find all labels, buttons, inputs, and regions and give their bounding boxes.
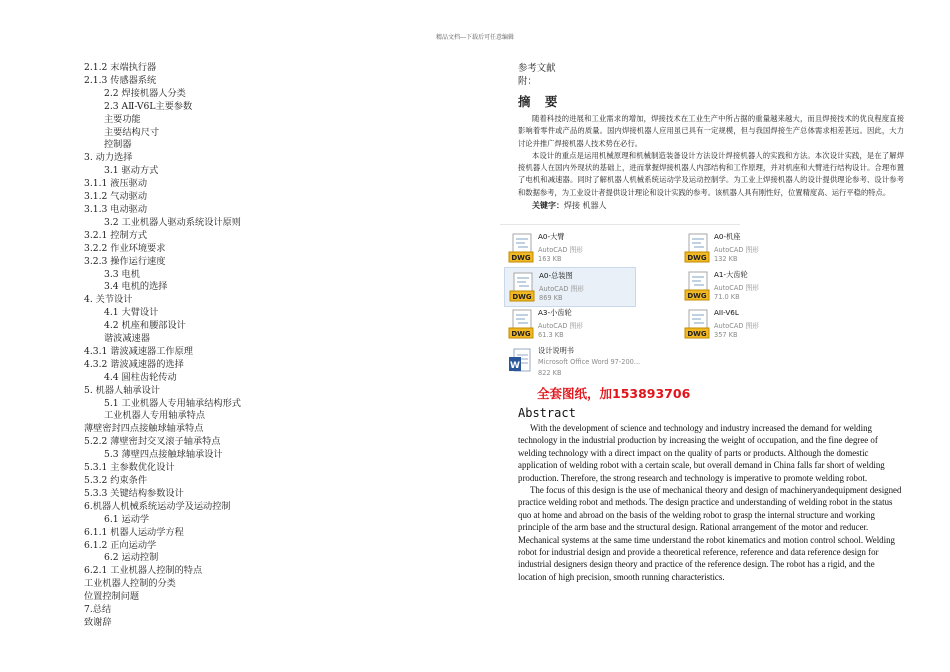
toc-entry: 4. 关节设计	[84, 294, 133, 306]
file-type: AutoCAD 图形	[714, 322, 759, 330]
toc-entry: 6.2 运动控制	[104, 552, 159, 564]
toc-entry: 2.2 焊接机器人分类	[104, 87, 186, 99]
svg-text:DWG: DWG	[687, 292, 707, 300]
chinese-abstract-paragraph-1: 随着科技的进展和工业需求的增加，焊接技术在工业生产中所占据的重量越来越大，而且焊接技术的优良程度直接影响着零件或产品的质量。国内焊接机器人应用虽已具有一定规模，但与我国焊接生产总体需求相差甚远。因此，大力讨论并推广焊接机器人技术势在必行。	[518, 114, 904, 148]
file-size: 71.0 KB	[714, 293, 740, 301]
toc-entry: 3.3 电机	[104, 268, 140, 280]
file-size: 357 KB	[714, 331, 738, 339]
toc-entry: 薄壁密封四点接触球轴承特点	[84, 423, 204, 435]
file-type: AutoCAD 图形	[538, 322, 583, 330]
file-item[interactable]	[504, 267, 636, 307]
file-name: A3-小齿轮	[538, 308, 572, 317]
toc-entry: 致谢辞	[84, 616, 112, 628]
autocad-dwg-icon	[684, 233, 710, 263]
toc-entry: 3.2.1 控制方式	[84, 229, 148, 241]
file-name: A1-大齿轮	[714, 270, 748, 279]
svg-text:DWG: DWG	[687, 330, 707, 338]
chinese-abstract-paragraph-2: 本设计的重点是运用机械原理和机械制造装备设计方法设计焊接机器人的实践和方法。本次设计实践，是在了解焊接机器人在国内外现状的基础上，进而掌握焊接机器人内部结构和工作原理，并对机座和大臂进行结构设计。合理布置了电机和减速器。同时了解机器人机械系统运动学及运动控制学。为工业上焊接机器人的设计提供理论参考、设计参考和数据参考，为工业设计者提供设计理论和设计实践的参考。该机器人具有刚性好，位置精度高、运行平稳的特点。	[518, 150, 904, 197]
abstract-body	[518, 422, 904, 583]
file-name: A0-机座	[714, 232, 741, 241]
toc-entry: 5.3.1 主参数优化设计	[84, 462, 175, 474]
toc-entry: 控制器	[104, 139, 132, 151]
file-name: A0-总装图	[539, 271, 573, 280]
toc-entry: 6.1 运动学	[104, 513, 150, 525]
page-header: 精品文档---下载后可任意编辑	[435, 34, 515, 41]
references-line: 参考文献	[518, 63, 556, 74]
autocad-dwg-icon	[508, 233, 534, 263]
file-name: 设计说明书	[538, 346, 574, 355]
toc-entry: 谐波减速器	[104, 333, 150, 345]
toc-entry: 5.2.2 薄壁密封交叉滚子轴承特点	[84, 436, 221, 448]
toc-entry: 3.1.1 液压驱动	[84, 178, 148, 190]
file-size: 869 KB	[539, 294, 563, 302]
file-item[interactable]	[680, 267, 810, 305]
toc-entry: 5.1 工业机器人专用轴承结构形式	[104, 397, 241, 409]
file-type: AutoCAD 图形	[714, 284, 759, 292]
word-document-icon	[508, 347, 534, 377]
file-type: Microsoft Office Word 97-200...	[538, 358, 641, 366]
abstract-paragraph-2: The focus of this design is the use of mechanical theory and design of machineryandequipment designed practice welding robot and methods. The design practice and understanding of welding robot in the status quo at home and abroad on the basis of the welding robot to grasp the internal structure and working principle of the arm base and the structural design. Rational arrangement of the motor and reducer. Mechanical systems at the same time understand the robot kinematics and motion control school. Welding robot for industrial design and provide a theoretical reference, reference and data reference design for industrial designers design theory and practice of the reference design. The robot has a rigid, and the location of high precision, smooth running characteristics.	[518, 485, 902, 582]
svg-text:DWG: DWG	[687, 254, 707, 262]
toc-entry: 3.1 驱动方式	[104, 165, 159, 177]
file-size: 132 KB	[714, 255, 738, 263]
svg-text:DWG: DWG	[511, 254, 531, 262]
toc-entry: 工业机器人专用轴承特点	[104, 410, 206, 422]
file-item[interactable]	[504, 229, 634, 267]
toc-entry: 5.3 薄壁四点接触球轴承设计	[104, 449, 223, 461]
toc-entry: 4.4 圆柱齿轮传动	[104, 371, 177, 383]
file-item[interactable]	[680, 305, 810, 343]
toc-entry: 3.2.2 作业环境要求	[84, 242, 166, 254]
appendix-line: 附：	[518, 76, 537, 87]
keywords-line	[532, 200, 904, 211]
abstract-title: Abstract	[518, 406, 576, 420]
toc-entry: 4.1 大臂设计	[104, 307, 159, 319]
file-size: 61.3 KB	[538, 331, 564, 339]
svg-text:DWG: DWG	[512, 293, 532, 301]
toc-entry: 5. 机器人轴承设计	[84, 384, 160, 396]
keywords-value: 焊接 机器人	[564, 201, 607, 211]
autocad-dwg-icon	[509, 272, 535, 302]
toc-entry: 3.1.2 气动驱动	[84, 191, 148, 203]
toc-entry: 3.4 电机的选择	[104, 281, 168, 293]
toc-entry: 6.2.1 工业机器人控制的特点	[84, 565, 203, 577]
toc-entry: 6.1.1 机器人运动学方程	[84, 526, 184, 538]
toc-entry: 4.3.1 谐波减速器工作原理	[84, 345, 193, 357]
file-type: AutoCAD 图形	[538, 246, 583, 254]
toc-entry: 4.2 机座和腰部设计	[104, 320, 186, 332]
toc-entry: 4.3.2 谐波减速器的选择	[84, 358, 184, 370]
svg-text:W: W	[510, 361, 520, 371]
keywords-label: 关键字：	[532, 200, 564, 211]
toc-entry: 5.3.2 约束条件	[84, 475, 148, 486]
file-item[interactable]	[504, 305, 634, 343]
toc-entry: 3.2.3 操作运行速度	[84, 255, 166, 267]
abstract-paragraph-1: With the development of science and technology and industry increased the demand for welding technology in the industrial production by increasing the weight of occupation, and the fine degree of welding technology with a direct impact on the quality of parts or products. Although the domestic application of welding robot with a certain scale, but overall demand in China falls far short of welding production. Therefore, the strong research and technology is imperative to promote welding robot.	[518, 423, 885, 483]
autocad-dwg-icon	[508, 309, 534, 339]
toc-entry: 位置控制问题	[84, 591, 140, 603]
file-item[interactable]	[504, 343, 641, 381]
toc-entry: 2.1.2 末端执行器	[84, 62, 157, 73]
right-column	[518, 62, 904, 211]
file-type: AutoCAD 图形	[714, 246, 759, 254]
chinese-abstract-title: 摘 要	[518, 94, 563, 109]
promo-text: 全套图纸，加153893706	[537, 386, 691, 401]
toc-entry: 6.1.2 正向运动学	[84, 539, 157, 551]
toc-entry: 2.3 AⅡ-V6L主要参数	[104, 100, 193, 112]
autocad-dwg-icon	[684, 271, 710, 301]
file-size: 822 KB	[538, 369, 562, 377]
toc-entry: 5.3.3 关键结构参数设计	[84, 487, 184, 499]
toc-entry: 3.2 工业机器人驱动系统设计原则	[104, 216, 241, 228]
autocad-dwg-icon	[684, 309, 710, 339]
toc-entry: 3. 动力选择	[84, 152, 133, 164]
file-list-screenshot	[500, 224, 759, 377]
file-type: AutoCAD 图形	[539, 285, 584, 293]
toc-entry: 工业机器人控制的分类	[84, 578, 176, 590]
file-name: A0-大臂	[538, 232, 565, 241]
toc-entry: 主要结构尺寸	[104, 126, 160, 138]
toc-entry: 6.机器人机械系统运动学及运动控制	[84, 500, 231, 512]
toc-entry: 3.1.3 电动驱动	[84, 203, 148, 215]
toc-entry: 2.1.3 传感器系统	[84, 74, 157, 86]
toc-entry: 主要功能	[104, 113, 141, 125]
file-size: 163 KB	[538, 255, 562, 263]
file-item[interactable]	[680, 229, 810, 267]
table-of-contents	[84, 62, 424, 630]
toc-entry: 7.总结	[84, 604, 112, 616]
svg-text:DWG: DWG	[511, 330, 531, 338]
file-name: AII-V6L	[714, 308, 739, 317]
